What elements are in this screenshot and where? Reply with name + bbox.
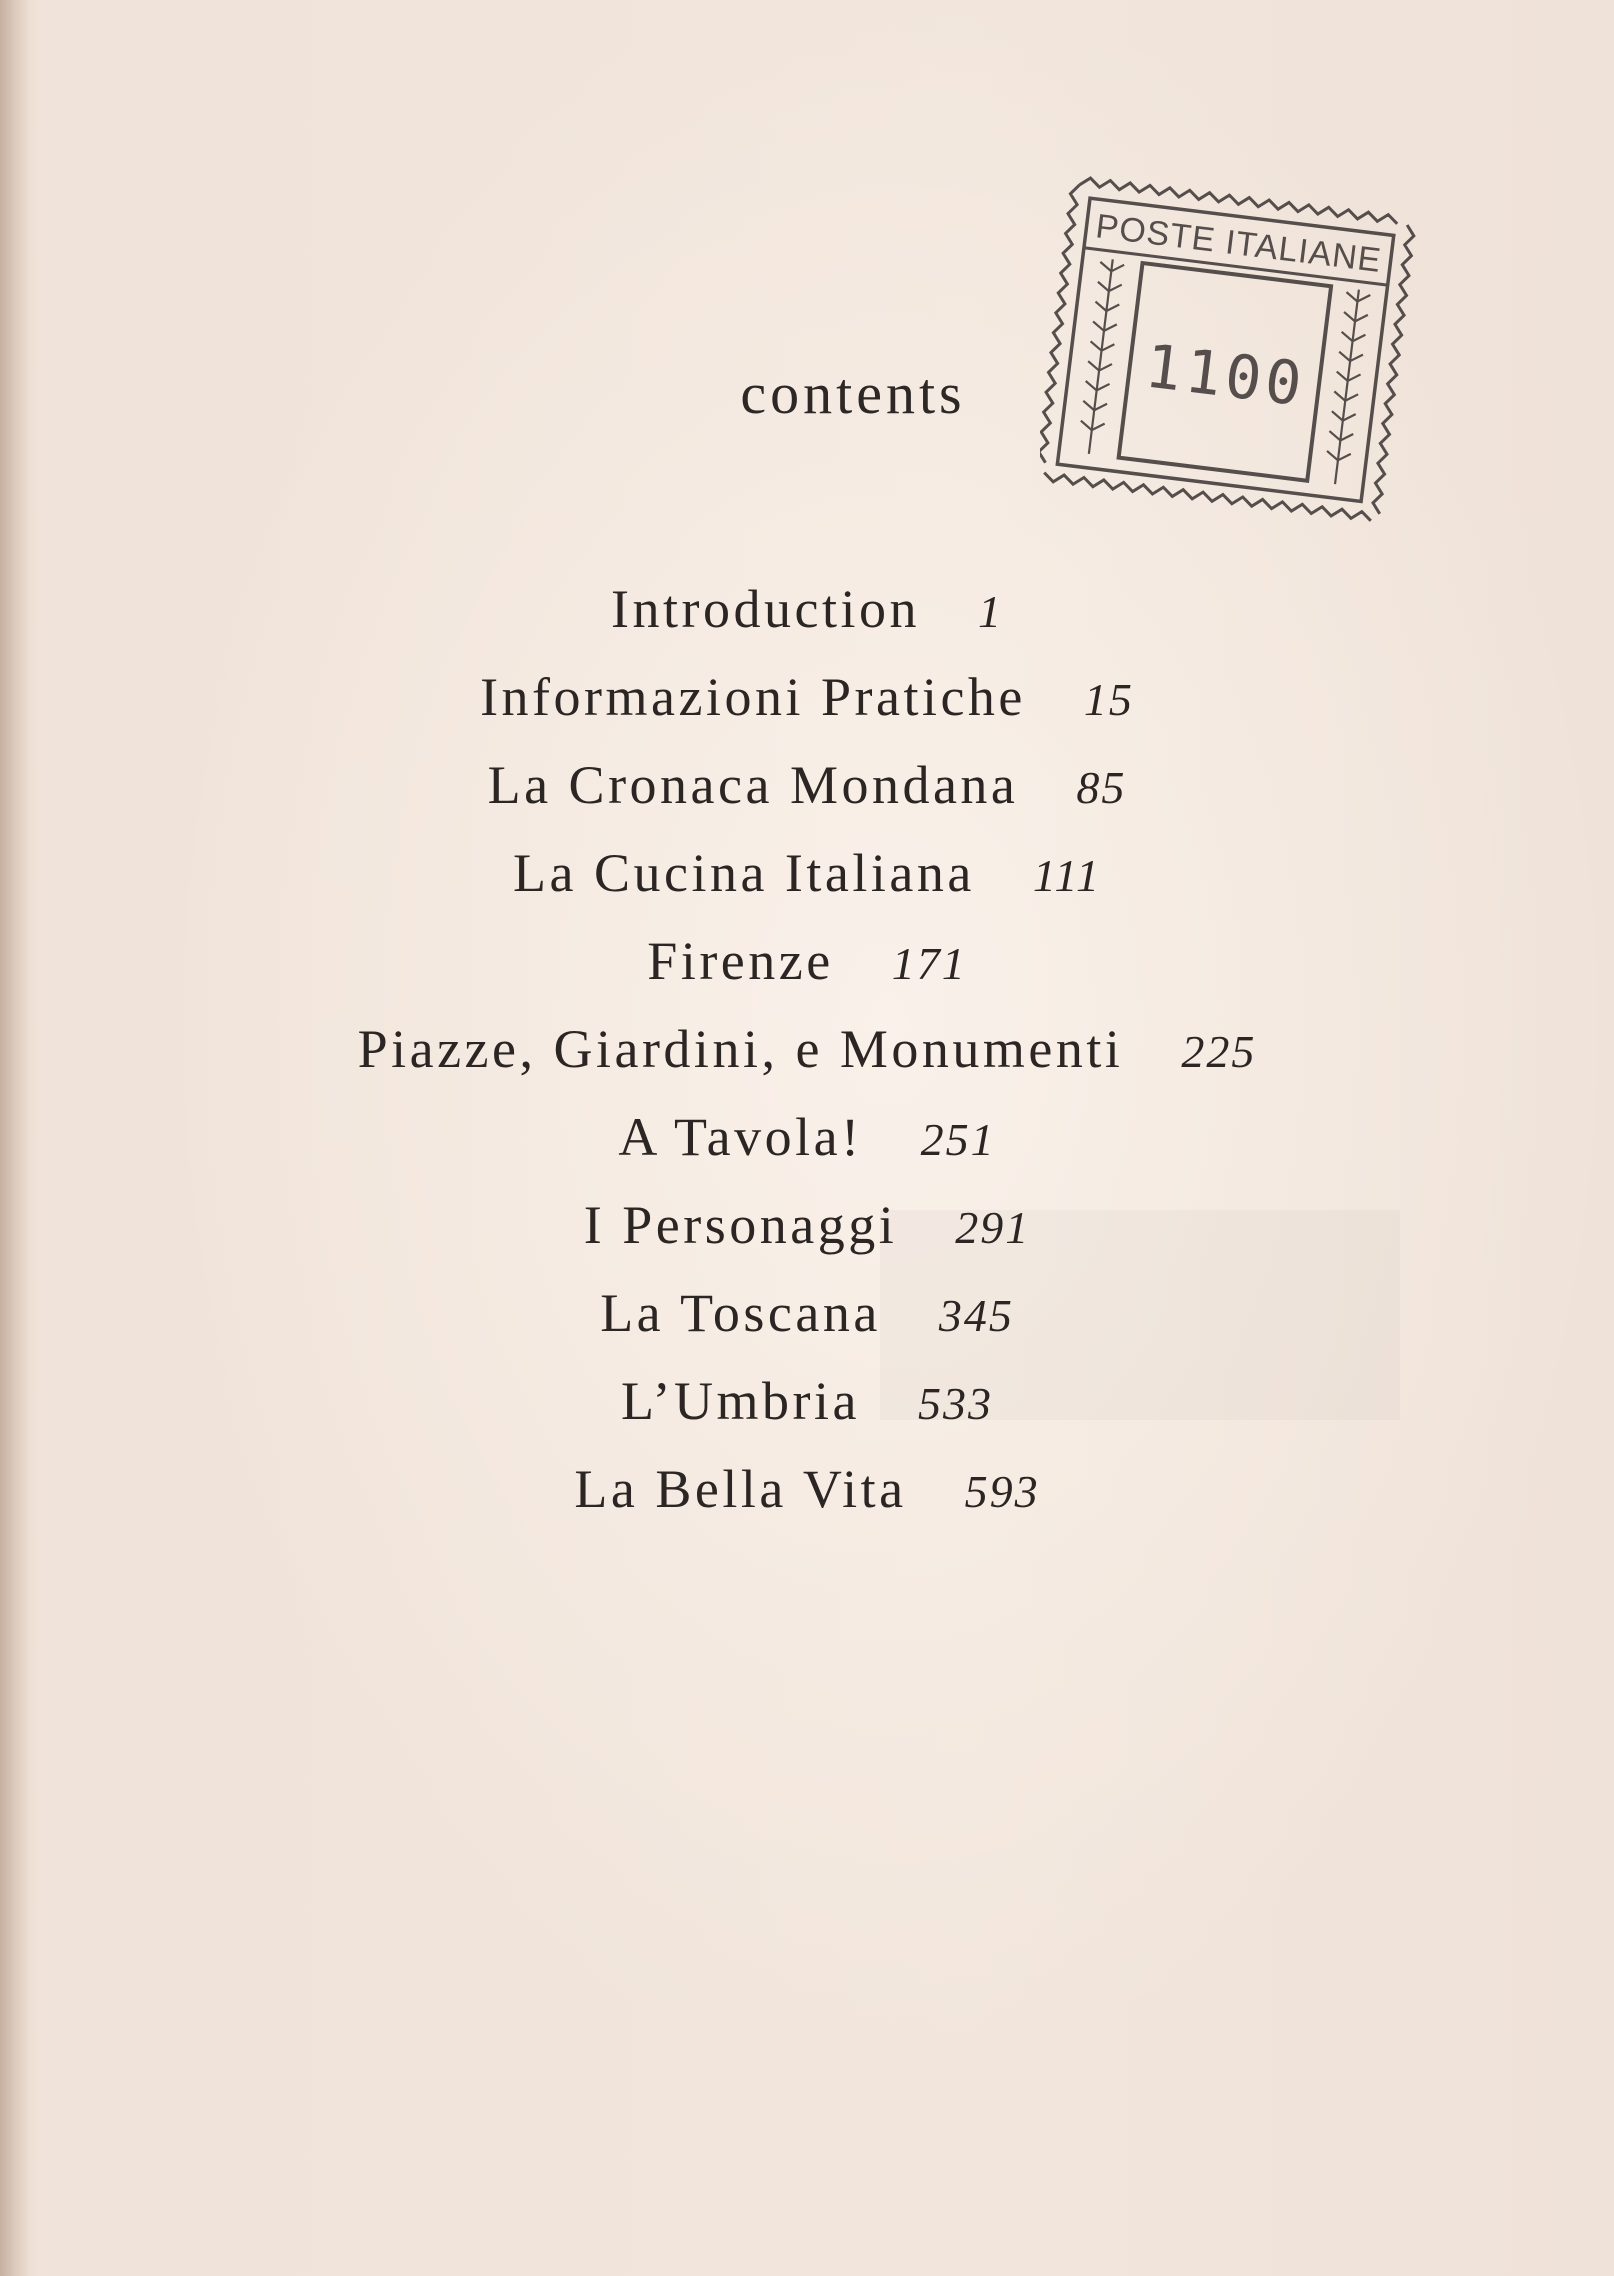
toc-entry-title: La Bella Vita: [574, 1459, 907, 1519]
toc-entry-page: 291: [955, 1202, 1031, 1253]
toc-entry-title: La Cucina Italiana: [513, 843, 975, 903]
contents-heading: contents: [740, 361, 966, 426]
toc-entry-la-bella-vita: [0, 1445, 1614, 1533]
toc-entry-title: Firenze: [647, 931, 834, 991]
toc-entry-title: L’Umbria: [621, 1371, 860, 1431]
toc-entry-page: 533: [917, 1378, 993, 1429]
toc-entry-title: La Toscana: [600, 1283, 881, 1343]
toc-entry-firenze: [0, 917, 1614, 1005]
toc-entry-page: 593: [964, 1466, 1040, 1517]
toc-entry-title: I Personaggi: [583, 1195, 898, 1255]
toc-entry-page: 1: [977, 586, 1003, 637]
stamp-header-text: POSTE ITALIANE: [1093, 207, 1384, 280]
toc-entry-title: A Tavola!: [618, 1107, 863, 1167]
toc-entry-page: 171: [891, 938, 967, 989]
toc-entry-la-cucina-italiana: [0, 829, 1614, 917]
wheat-ornament-left: [1077, 258, 1125, 455]
toc-entry-a-tavola: [0, 1093, 1614, 1181]
toc-entry-lumbria: [0, 1357, 1614, 1445]
toc-entry-page: 15: [1083, 674, 1134, 725]
toc-entry-introduction: [0, 565, 1614, 653]
toc-entry-la-toscana: [0, 1269, 1614, 1357]
postage-stamp: [1040, 175, 1430, 535]
toc-entry-page: 345: [938, 1290, 1014, 1341]
toc-entry-page: 111: [1032, 850, 1101, 901]
toc-entry-informazioni-pratiche: [0, 653, 1614, 741]
toc-entry-i-personaggi: [0, 1181, 1614, 1269]
wheat-ornament-right: [1323, 288, 1371, 485]
toc-entry-title: Informazioni Pratiche: [480, 667, 1026, 727]
table-of-contents: [0, 565, 1614, 1533]
toc-entry-title: La Cronaca Mondana: [487, 755, 1019, 815]
toc-entry-title: Introduction: [611, 579, 920, 639]
toc-entry-page: 225: [1181, 1026, 1257, 1077]
stamp-value-text: 1100: [1141, 331, 1310, 421]
toc-entry-page: 85: [1076, 762, 1127, 813]
toc-entry-title: Piazze, Giardini, e Monumenti: [357, 1019, 1124, 1079]
toc-entry-page: 251: [920, 1114, 996, 1165]
toc-entry-piazze-giardini-monumenti: [0, 1005, 1614, 1093]
toc-entry-la-cronaca-mondana: [0, 741, 1614, 829]
